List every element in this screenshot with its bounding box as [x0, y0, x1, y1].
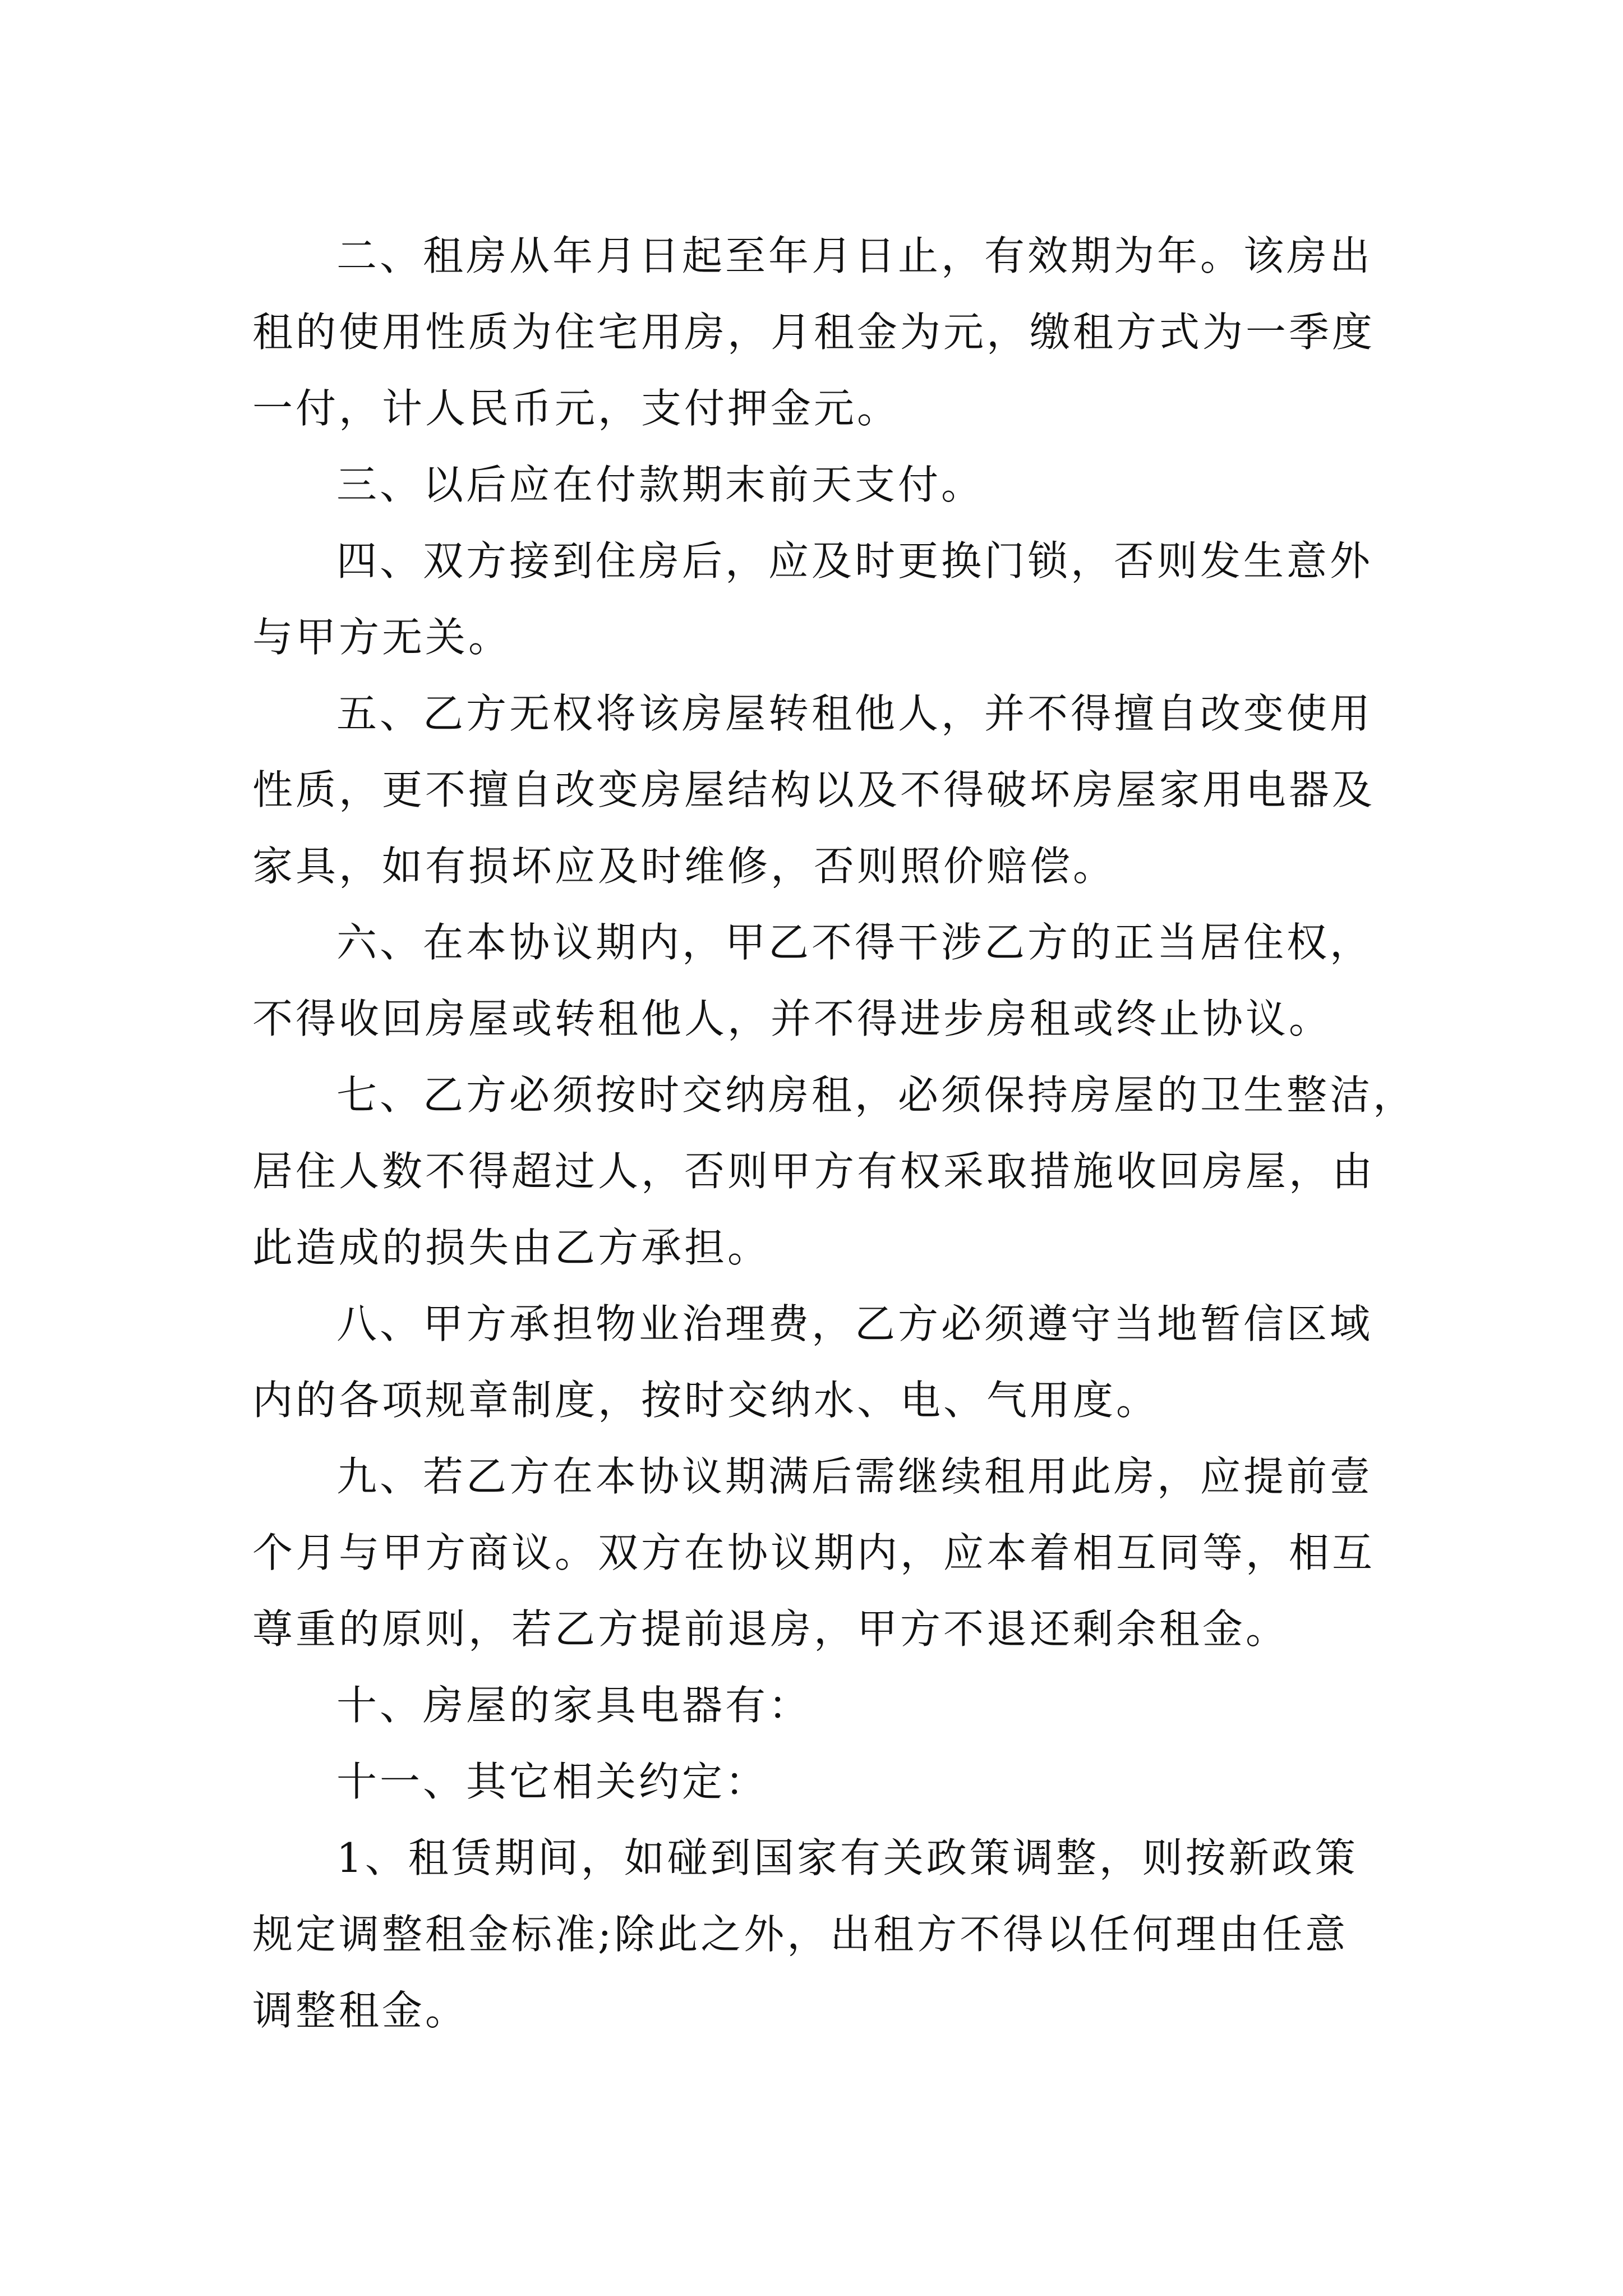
text-line: 租的使用性质为住宅用房，月租金为元，缴租方式为一季度 [252, 309, 1376, 356]
text-line: 九、若乙方在本协议期满后需继续租用此房，应提前壹 [336, 1453, 1373, 1500]
text-line: 三、以后应在付款期末前天支付。 [336, 461, 985, 508]
text-line: 尊重的原则，若乙方提前退房，甲方不退还剩余租金。 [252, 1605, 1289, 1653]
text-line: 一付，计人民币元，支付押金元。 [252, 385, 901, 432]
text-line: 性质，更不擅自改变房屋结构以及不得破坏房屋家用电器及 [252, 766, 1376, 813]
text-line: 规定调整租金标准;除此之外，出租方不得以任何理由任意 [252, 1911, 1349, 1958]
text-line: 十一、其它相关约定： [336, 1758, 769, 1805]
text-line: 调整租金。 [252, 1987, 469, 2034]
document-body [252, 218, 1417, 2049]
text-line: 六、在本协议期内，甲乙不得干涉乙方的正当居住权， [336, 919, 1373, 966]
text-line: 五、乙方无权将该房屋转租他人，并不得擅自改变使用 [336, 690, 1373, 737]
text-line: 1、租赁期间，如碰到国家有关政策调整，则按新政策 [336, 1834, 1358, 1881]
text-line: 十、房屋的家具电器有： [336, 1682, 812, 1729]
text-line: 个月与甲方商议。双方在协议期内，应本着相互同等，相互 [252, 1529, 1376, 1576]
text-line: 二、租房从年月日起至年月日止，有效期为年。该房出 [336, 232, 1373, 279]
text-line: 八、甲方承担物业治理费，乙方必须遵守当地暂信区域 [336, 1300, 1373, 1347]
text-line: 四、双方接到住房后，应及时更换门锁，否则发生意外 [336, 537, 1373, 585]
text-line: 居住人数不得超过人，否则甲方有权采取措施收回房屋，由 [252, 1148, 1376, 1195]
text-line: 与甲方无关。 [252, 614, 512, 661]
text-line: 七、乙方必须按时交纳房租，必须保持房屋的卫生整洁， [336, 1071, 1417, 1119]
text-line: 内的各项规章制度，按时交纳水、电、气用度。 [252, 1377, 1160, 1424]
text-line: 家具，如有损坏应及时维修，否则照价赔偿。 [252, 843, 1117, 890]
text-line: 不得收回房屋或转租他人，并不得进步房租或终止协议。 [252, 995, 1332, 1042]
text-line: 此造成的损失由乙方承担。 [252, 1224, 771, 1271]
